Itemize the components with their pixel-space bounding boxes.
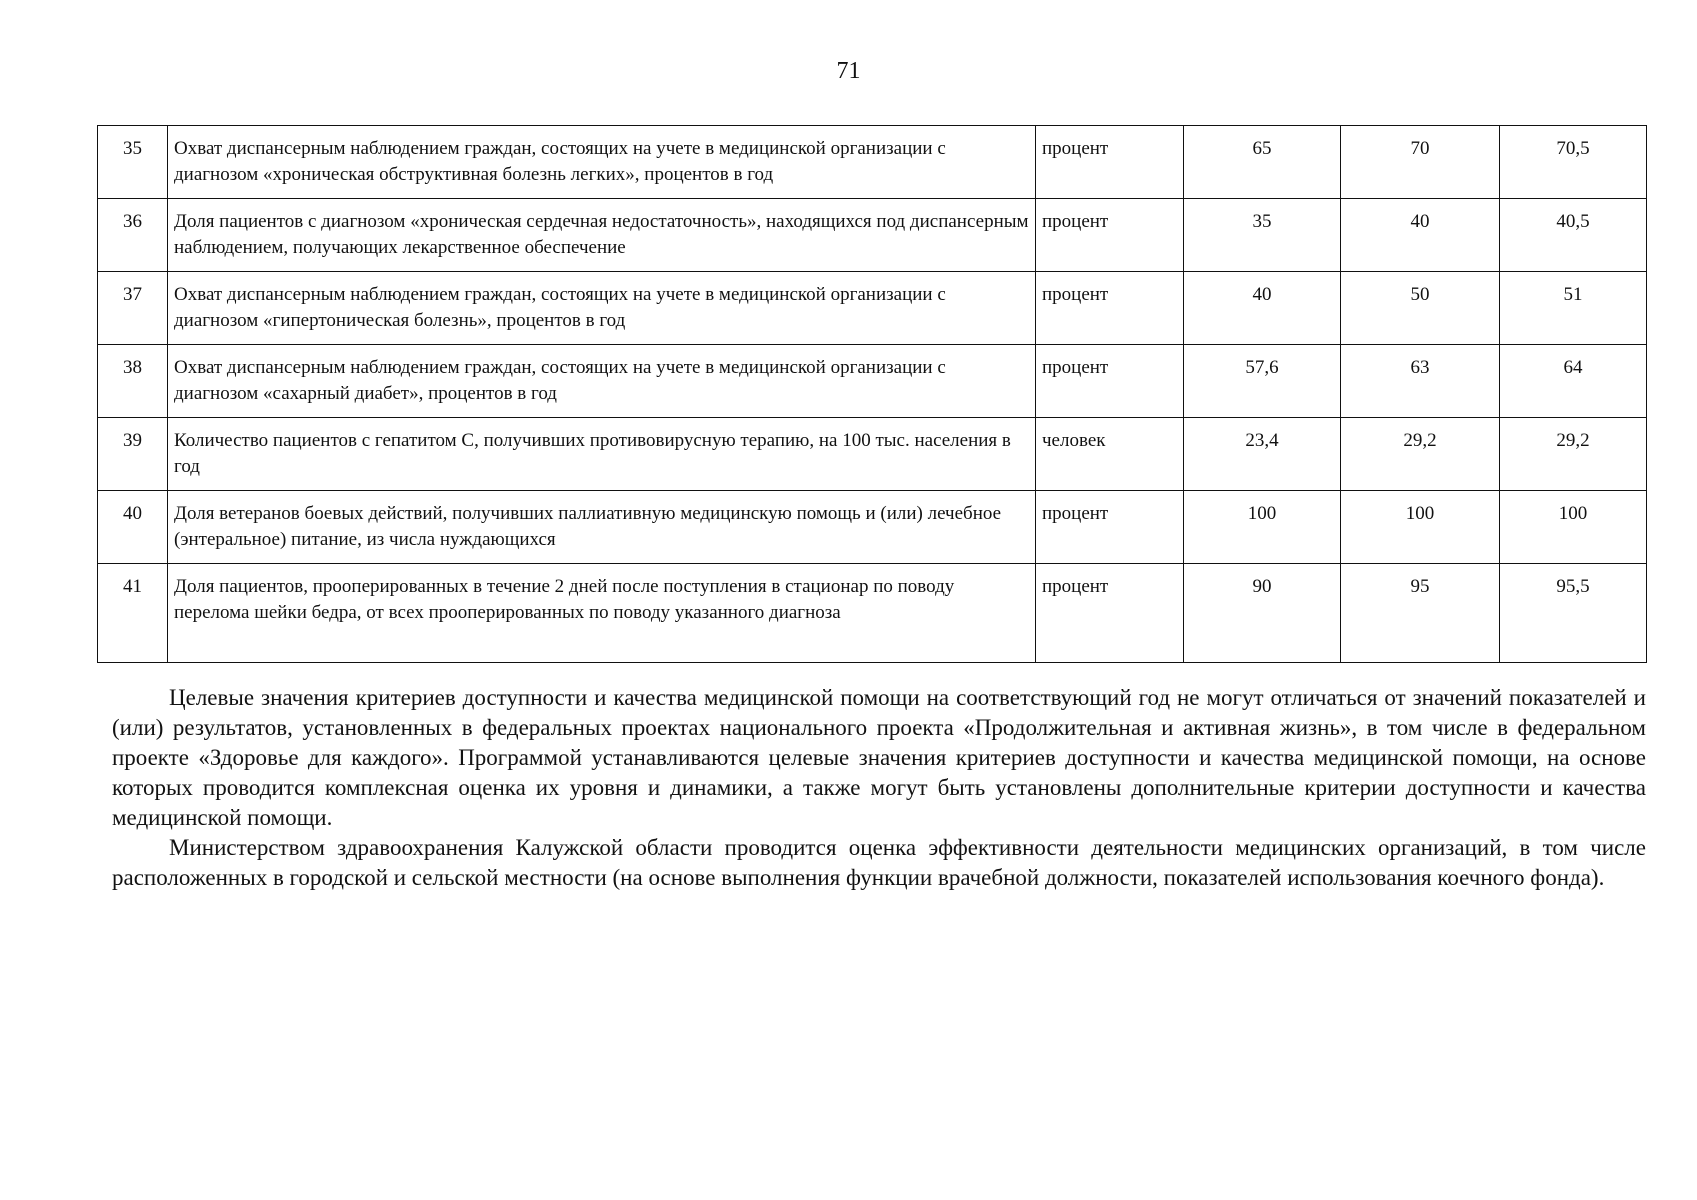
value-cell: 23,4 xyxy=(1184,418,1341,491)
unit-cell: процент xyxy=(1036,199,1184,272)
row-number: 40 xyxy=(98,491,168,564)
value-cell: 100 xyxy=(1184,491,1341,564)
value-cell: 95 xyxy=(1341,564,1500,663)
unit-cell: человек xyxy=(1036,418,1184,491)
value-cell: 63 xyxy=(1341,345,1500,418)
indicator-description: Количество пациентов с гепатитом С, получивших противовирусную терапию, на 100 тыс. населения в год xyxy=(168,418,1036,491)
row-number: 38 xyxy=(98,345,168,418)
paragraph: Министерством здравоохранения Калужской области проводится оценка эффективности деятельности медицинских организаций, в том числе расположенных в городской и сельской местности (на основе выполнения функции врачебной должности, показателей использования коечного фонда). xyxy=(112,835,1646,890)
table-row xyxy=(98,345,1647,418)
value-cell: 40 xyxy=(1341,199,1500,272)
unit-cell: процент xyxy=(1036,126,1184,199)
paragraph: Целевые значения критериев доступности и качества медицинской помощи на соответствующий год не могут отличаться от значений показателей и (или) результатов, установленных в федеральных проектах национального проекта «Продолжительная и активная жизнь», в том числе в федеральном проекте «Здоровье для каждого». Программой устанавливаются целевые значения критериев доступности и качества медицинской помощи, на основе которых проводится комплексная оценка их уровня и динамики, а также могут быть установлены дополнительные критерии доступности и качества медицинской помощи. xyxy=(112,685,1646,830)
table-row xyxy=(98,418,1647,491)
row-number: 41 xyxy=(98,564,168,663)
row-number: 39 xyxy=(98,418,168,491)
row-number: 36 xyxy=(98,199,168,272)
value-cell: 50 xyxy=(1341,272,1500,345)
value-cell: 29,2 xyxy=(1500,418,1647,491)
indicator-description: Доля пациентов, прооперированных в течение 2 дней после поступления в стационар по поводу перелома шейки бедра, от всех прооперированных по поводу указанного диагноза xyxy=(168,564,1036,663)
value-cell: 95,5 xyxy=(1500,564,1647,663)
indicator-description: Охват диспансерным наблюдением граждан, состоящих на учете в медицинской организации с диагнозом «гипертоническая болезнь», процентов в год xyxy=(168,272,1036,345)
row-number: 37 xyxy=(98,272,168,345)
value-cell: 90 xyxy=(1184,564,1341,663)
table-row xyxy=(98,199,1647,272)
value-cell: 51 xyxy=(1500,272,1647,345)
table-row xyxy=(98,272,1647,345)
row-number: 35 xyxy=(98,126,168,199)
value-cell: 64 xyxy=(1500,345,1647,418)
indicator-description: Охват диспансерным наблюдением граждан, состоящих на учете в медицинской организации с диагнозом «хроническая обструктивная болезнь легких», процентов в год xyxy=(168,126,1036,199)
page-number: 71 xyxy=(836,58,861,84)
indicator-description: Доля ветеранов боевых действий, получивших паллиативную медицинскую помощь и (или) лечебное (энтеральное) питание, из числа нуждающихся xyxy=(168,491,1036,564)
table-row xyxy=(98,491,1647,564)
body-text xyxy=(112,683,1646,893)
value-cell: 65 xyxy=(1184,126,1341,199)
table-row xyxy=(98,564,1647,663)
table-row xyxy=(98,126,1647,199)
value-cell: 29,2 xyxy=(1341,418,1500,491)
unit-cell: процент xyxy=(1036,491,1184,564)
value-cell: 40,5 xyxy=(1500,199,1647,272)
indicator-description: Доля пациентов с диагнозом «хроническая сердечная недостаточность», находящихся под диспансерным наблюдением, получающих лекарственное обеспечение xyxy=(168,199,1036,272)
unit-cell: процент xyxy=(1036,564,1184,663)
indicators-table xyxy=(97,125,1647,663)
indicator-description: Охват диспансерным наблюдением граждан, состоящих на учете в медицинской организации с диагнозом «сахарный диабет», процентов в год xyxy=(168,345,1036,418)
value-cell: 35 xyxy=(1184,199,1341,272)
value-cell: 70,5 xyxy=(1500,126,1647,199)
value-cell: 70 xyxy=(1341,126,1500,199)
value-cell: 57,6 xyxy=(1184,345,1341,418)
value-cell: 100 xyxy=(1341,491,1500,564)
value-cell: 100 xyxy=(1500,491,1647,564)
value-cell: 40 xyxy=(1184,272,1341,345)
unit-cell: процент xyxy=(1036,345,1184,418)
unit-cell: процент xyxy=(1036,272,1184,345)
